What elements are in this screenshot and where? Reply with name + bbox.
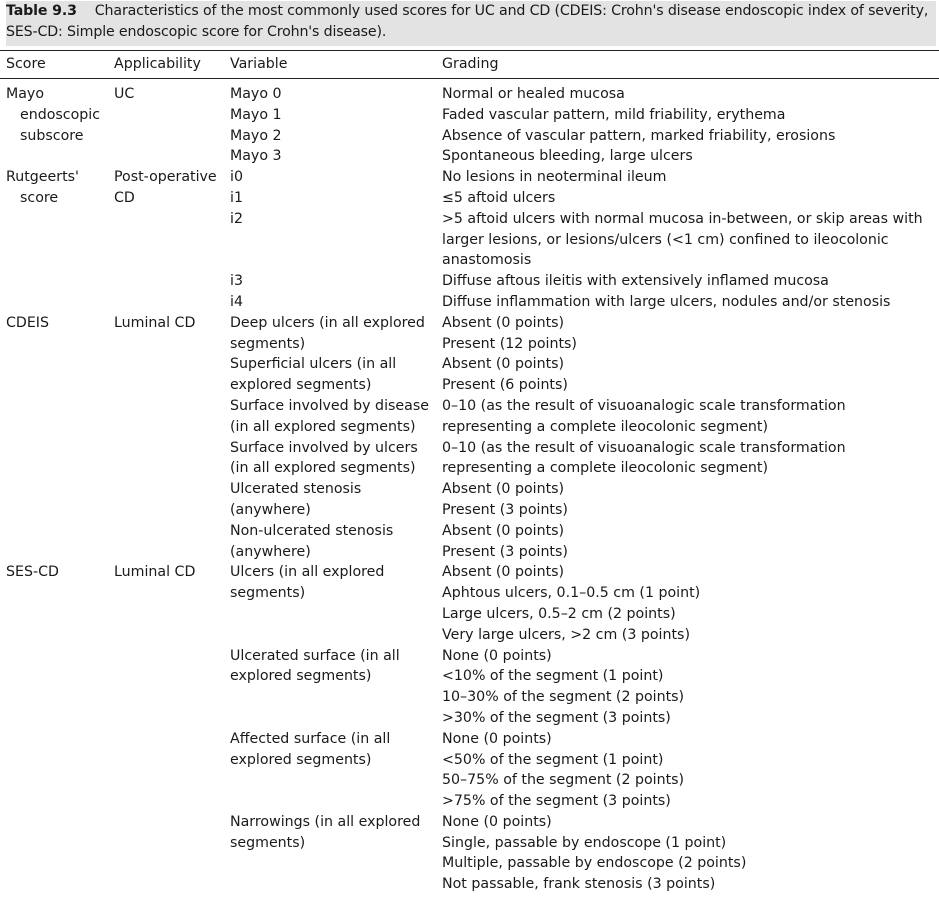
score-cell: subscore [20,127,84,144]
table-row [0,729,939,750]
grading-cell: Present (12 points) [442,335,577,352]
grading-cell: ≤5 aftoid ulcers [442,189,556,206]
variable-cell: Mayo 0 [230,86,282,102]
header-variable: Variable [230,56,288,72]
variable-cell: segments) [230,834,306,851]
table-row [0,292,939,313]
grading-cell: Present (6 points) [442,377,568,394]
variable-cell: Surface involved by disease [230,397,429,414]
grading-cell: Large ulcers, 0.5–2 cm (2 points) [442,605,676,622]
variable-cell: Mayo 3 [230,148,282,165]
variable-cell: explored segments) [230,377,372,394]
variable-cell: (anywhere) [230,543,311,560]
grading-cell: Diffuse aftous ileitis with extensively inflamed mucosa [442,273,829,290]
table-row [0,500,939,521]
variable-cell: Deep ulcers (in all explored [230,314,425,331]
grading-cell: Diffuse inflammation with large ulcers, nodules and/or stenosis [442,293,891,310]
table-row [0,271,939,292]
grading-cell: Absent (0 points) [442,356,565,373]
table-row [0,458,939,479]
grading-cell: Not passable, frank stenosis (3 points) [442,876,716,893]
table-row [0,791,939,812]
applicability-cell: Luminal CD [114,314,196,331]
table-row [0,666,939,687]
grading-cell: <10% of the segment (1 point) [442,668,664,685]
table-row [0,105,939,126]
score-cell: Rutgeerts' [6,169,79,186]
applicability-cell: Post-operative [114,169,217,186]
grading-cell: Absence of vascular pattern, marked friability, erosions [442,127,836,144]
table-row [0,604,939,625]
table-row [0,250,939,271]
grading-cell: None (0 points) [442,647,552,664]
table-row [0,750,939,771]
table-row [0,84,939,105]
variable-cell: i2 [230,210,243,227]
variable-cell: segments) [230,335,306,352]
table-row [0,542,939,563]
grading-cell: None (0 points) [442,813,552,830]
grading-cell: 0–10 (as the result of visuoanalogic scale transformation [442,397,846,414]
table-row [0,708,939,729]
score-cell: Mayo [6,86,45,102]
grading-cell: >75% of the segment (3 points) [442,793,671,810]
table-label: Table 9.3 [6,3,77,19]
table-row [0,874,939,895]
table-row [0,479,939,500]
table-row [0,562,939,583]
table-row [0,313,939,334]
score-cell: score [20,189,59,206]
grading-cell: Absent (0 points) [442,314,565,331]
header-grading: Grading [442,56,499,72]
grading-cell: representing a complete ileocolonic segment) [442,418,769,435]
grading-cell: Very large ulcers, >2 cm (3 points) [442,626,690,643]
table-caption [6,1,936,46]
grading-cell: Aphtous ulcers, 0.1–0.5 cm (1 point) [442,585,701,602]
table-row [0,687,939,708]
table-row [0,646,939,667]
variable-cell: segments) [230,585,306,602]
header-rule [0,78,939,79]
grading-cell: Present (3 points) [442,543,568,560]
variable-cell: (anywhere) [230,501,311,518]
table-top-rule [0,50,939,51]
table-row [0,209,939,230]
variable-cell: i4 [230,293,243,310]
grading-cell: Absent (0 points) [442,564,565,581]
variable-cell: Surface involved by ulcers [230,439,418,456]
grading-cell: Absent (0 points) [442,522,565,539]
variable-cell: Non-ulcerated stenosis [230,522,394,539]
table-row [0,770,939,791]
table-row [0,126,939,147]
variable-cell: Ulcerated stenosis [230,481,362,498]
variable-cell: explored segments) [230,751,372,768]
variable-cell: Ulcers (in all explored [230,564,385,581]
table-row [0,417,939,438]
table-row [0,354,939,375]
variable-cell: Mayo 1 [230,106,282,123]
grading-cell: Normal or healed mucosa [442,86,625,102]
variable-cell: i3 [230,273,243,290]
table-body [0,84,939,895]
table-row [0,375,939,396]
variable-cell: i1 [230,189,243,206]
grading-cell: representing a complete ileocolonic segment) [442,460,769,477]
variable-cell: Mayo 2 [230,127,282,144]
grading-cell: Multiple, passable by endoscope (2 points) [442,855,747,872]
score-cell: SES-CD [6,564,59,581]
grading-cell: >5 aftoid ulcers with normal mucosa in-between, or skip areas with [442,210,923,227]
grading-cell: Absent (0 points) [442,481,565,498]
table-row [0,167,939,188]
variable-cell: i0 [230,169,243,186]
table-row [0,812,939,833]
score-cell: CDEIS [6,314,49,331]
table-row [0,521,939,542]
header-score: Score [6,56,46,72]
variable-cell: Superficial ulcers (in all [230,356,397,373]
grading-cell: Faded vascular pattern, mild friability, erythema [442,106,786,123]
table-row [0,396,939,417]
grading-cell: 50–75% of the segment (2 points) [442,772,685,789]
variable-cell: Narrowings (in all explored [230,813,421,830]
grading-cell: Spontaneous bleeding, large ulcers [442,148,693,165]
variable-cell: explored segments) [230,668,372,685]
grading-cell: >30% of the segment (3 points) [442,709,671,726]
variable-cell: Affected surface (in all [230,730,391,747]
table-row [0,146,939,167]
table-row [0,583,939,604]
table-row [0,188,939,209]
variable-cell: (in all explored segments) [230,460,416,477]
table-row [0,625,939,646]
caption-line-1 [6,1,936,22]
table-row [0,334,939,355]
applicability-cell: UC [114,86,135,102]
grading-cell: None (0 points) [442,730,552,747]
grading-cell: 0–10 (as the result of visuoanalogic scale transformation [442,439,846,456]
grading-cell: Present (3 points) [442,501,568,518]
applicability-cell: CD [114,189,135,206]
header-applicability: Applicability [114,56,201,72]
table-row [0,853,939,874]
grading-cell: <50% of the segment (1 point) [442,751,664,768]
grading-cell: 10–30% of the segment (2 points) [442,689,685,706]
applicability-cell: Luminal CD [114,564,196,581]
caption-text-1: Characteristics of the most commonly used scores for UC and CD (CDEIS: Crohn's disease endoscopic index of severity, [94,3,929,19]
grading-cell: Single, passable by endoscope (1 point) [442,834,727,851]
caption-line-2: SES-CD: Simple endoscopic score for Crohn's disease). [6,24,387,40]
variable-cell: (in all explored segments) [230,418,416,435]
table-row [0,230,939,251]
grading-cell: No lesions in neoterminal ileum [442,169,667,186]
grading-cell: anastomosis [442,252,532,269]
variable-cell: Ulcerated surface (in all [230,647,400,664]
grading-cell: larger lesions, or lesions/ulcers (<1 cm) confined to ileocolonic [442,231,889,248]
table-row [0,833,939,854]
score-cell: endoscopic [20,106,101,123]
table-row [0,438,939,459]
